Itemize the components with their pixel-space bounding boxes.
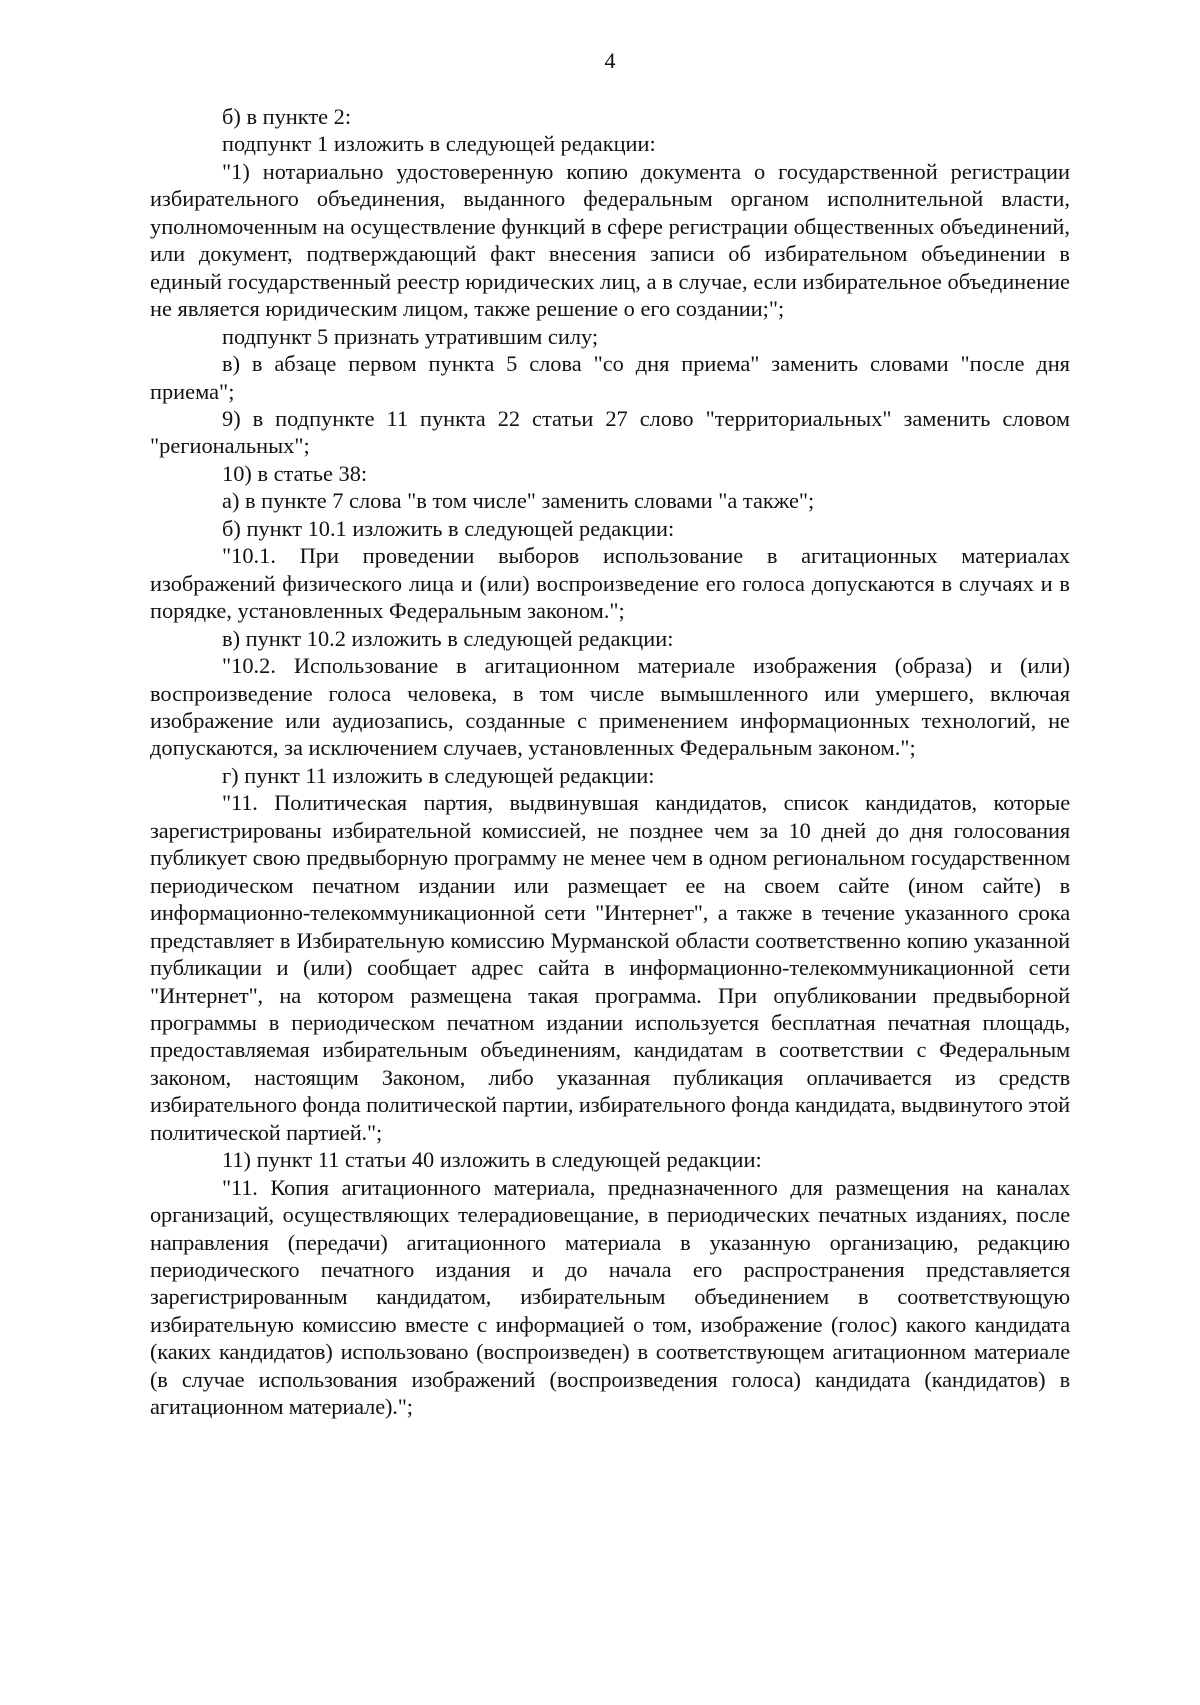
document-body bbox=[150, 103, 1070, 1421]
page-number: 4 bbox=[604, 48, 616, 73]
paragraph-item-9: 9) в подпункте 11 пункта 22 статьи 27 слово "территориальных" заменить словом "региональных"; bbox=[150, 405, 1070, 459]
paragraph-b-point-10-1: б) пункт 10.1 изложить в следующей редакции: bbox=[222, 515, 675, 541]
paragraph-subpoint-5-repeal: подпункт 5 признать утратившим силу; bbox=[222, 323, 599, 349]
paragraph-point-10-2-text: "10.2. Использование в агитационном материале изображения (образа) и (или) воспроизведение голоса человека, в том числе вымышленного или умершего, включая изображение или аудиозапись, созданные с применением информационных технологий, не допускаются, за исключением случаев, установленных Федеральным законом."; bbox=[150, 653, 1070, 761]
paragraph-point-11-text: "11. Политическая партия, выдвинувшая кандидатов, список кандидатов, которые зарегистрированы избирательной комиссией, не позднее чем за 10 дней до дня голосования публикует свою предвыборную программу не менее чем в одном региональном государственном периодическом печатном издании или размещает ее на своем сайте (ином сайте) в информационно-телекоммуникационной сети "Интернет", а также в течение указанного срока представляет в Избирательную комиссию Мурманской области соответственно копию указанной публикации и (или) сообщает адрес сайта в информационно-телекоммуникационной сети "Интернет", на котором размещена такая программа. При опубликовании предвыборной программы в периодическом печатном издании используется бесплатная печатная площадь, предоставляемая избирательным объединениям, кандидатам в соответствии с Федеральным законом, настоящим Законом, либо указанная публикация оплачивается из средств избирательного фонда политической партии, избирательного фонда кандидата, выдвинутого этой политической партией."; bbox=[150, 790, 1070, 1145]
paragraph-subpoint-1-edit: подпункт 1 изложить в следующей редакции: bbox=[222, 131, 656, 157]
paragraph-item-10: 10) в статье 38: bbox=[222, 460, 368, 486]
paragraph-v-point-5: в) в абзаце первом пункта 5 слова "со дня приема" заменить словами "после дня приема"; bbox=[150, 351, 1070, 404]
paragraph-b-point-2: б) в пункте 2: bbox=[222, 104, 352, 129]
paragraph-article-40-point-11-text: "11. Копия агитационного материала, предназначенного для размещения на каналах организаций, осуществляющих телерадиовещание, в периодических печатных изданиях, после направления (передачи) агитационного материала в указанную организацию, редакцию периодического печатного издания и до начала его распространения представляется зарегистрированным кандидатом, избирательным объединением в соответствующую избирательную комиссию вместе с информацией о том, изображение (голос) какого кандидата (каких кандидатов) использовано (воспроизведен) в соответствующем агитационном материале (в случае использования изображений (воспроизведения голоса) кандидата (кандидатов) в агитационном материале)."; bbox=[150, 1174, 1070, 1420]
paragraph-g-point-11: г) пункт 11 изложить в следующей редакции: bbox=[222, 762, 655, 788]
paragraph-a-point-7: а) в пункте 7 слова "в том числе" заменить словами "а также"; bbox=[222, 488, 815, 514]
paragraph-item-11: 11) пункт 11 статьи 40 изложить в следующей редакции: bbox=[222, 1147, 762, 1173]
paragraph-v-point-10-2: в) пункт 10.2 изложить в следующей редакции: bbox=[222, 625, 674, 651]
paragraph-subpoint-1-text: "1) нотариально удостоверенную копию документа о государственной регистрации избирательного объединения, выданного федеральным органом исполнительной власти, уполномоченным на осуществление функций в сфере регистрации общественных объединений, или документ, подтверждающий факт внесения записи об избирательном объединении в единый государственный реестр юридических лиц, а в случае, если избирательное объединение не является юридическим лицом, также решение о его создании;"; bbox=[150, 158, 1070, 322]
paragraph-point-10-1-text: "10.1. При проведении выборов использование в агитационных материалах изображений физического лица и (или) воспроизведение его голоса допускаются в случаях и в порядке, установленных Федеральным законом."; bbox=[150, 543, 1070, 624]
